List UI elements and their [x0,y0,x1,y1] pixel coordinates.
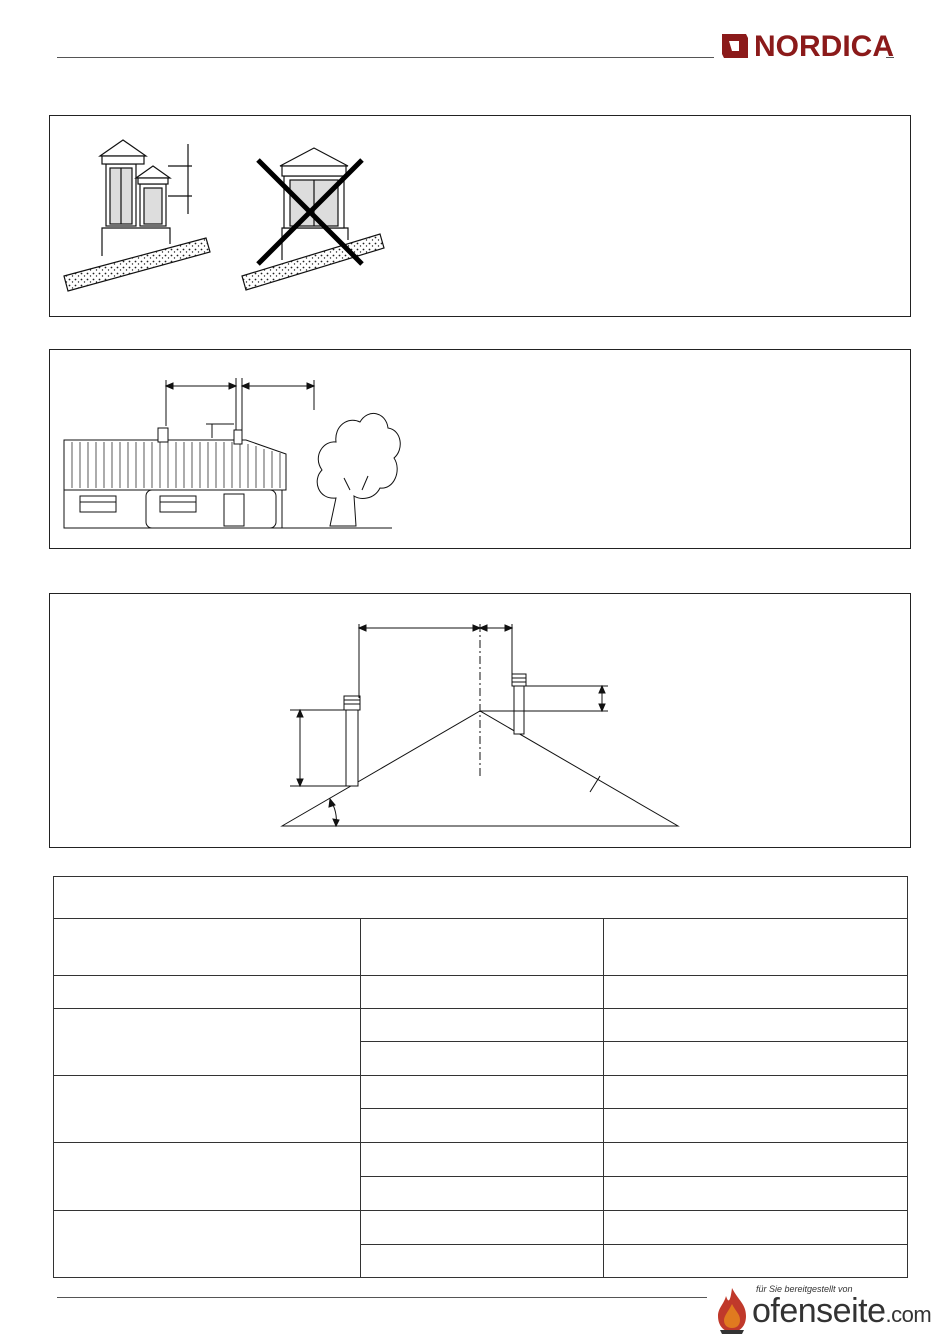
chimney-right-drawing [512,674,526,734]
footer-rule [57,1297,707,1298]
watermark-tagline: für Sie bereitgestellt von [756,1284,853,1294]
flame-icon [714,1286,750,1336]
table-cell [54,1076,361,1143]
table-header-cell [361,919,604,976]
table-cell [361,1177,604,1211]
brand-mark-icon [720,30,750,62]
table-cell [54,976,361,1009]
chimney-left-drawing [344,696,360,786]
table-header-cell [604,919,908,976]
table-cell [361,1009,604,1042]
table-cell [361,1211,604,1245]
table-cell [54,1143,361,1211]
tree-drawing [317,413,400,526]
panel-chimney-caps [49,115,911,317]
table-cell [54,1211,361,1278]
ofenseite-watermark [712,1282,942,1340]
brand-logo [720,30,894,64]
table-row [54,1143,908,1177]
table-cell [604,1009,908,1042]
table-title-cell [54,877,908,919]
distance-dimensions [166,380,314,438]
watermark-site [752,1292,931,1331]
table-cell [604,1109,908,1143]
table-cell [604,1211,908,1245]
table-cell [361,976,604,1009]
panel-roof-ridge [49,593,911,848]
table-row [54,976,908,1009]
table-cell [361,1076,604,1109]
table-row [54,1211,908,1245]
table-cell [604,976,908,1009]
table-header-row [54,919,908,976]
table-row [54,1076,908,1109]
watermark-site-name: ofenseite [752,1292,886,1330]
watermark-site-tld: .com [885,1302,932,1327]
table-cell [604,1143,908,1177]
table-cell [604,1245,908,1278]
chimney-spec-table [53,876,908,1278]
chimney-incorrect-drawing [242,148,384,290]
table-cell [54,1009,361,1076]
panel-house-distances [49,349,911,549]
table-cell [361,1042,604,1076]
table-cell [604,1042,908,1076]
table-cell [361,1143,604,1177]
table-cell [604,1076,908,1109]
table-cell [604,1177,908,1211]
table-title-row [54,877,908,919]
table-cell [361,1109,604,1143]
table-row [54,1009,908,1042]
chimney-correct-drawing [64,140,210,291]
table-cell [361,1245,604,1278]
header-rule [57,57,714,58]
brand-name: NORDICA [754,30,894,63]
table-header-cell [54,919,361,976]
